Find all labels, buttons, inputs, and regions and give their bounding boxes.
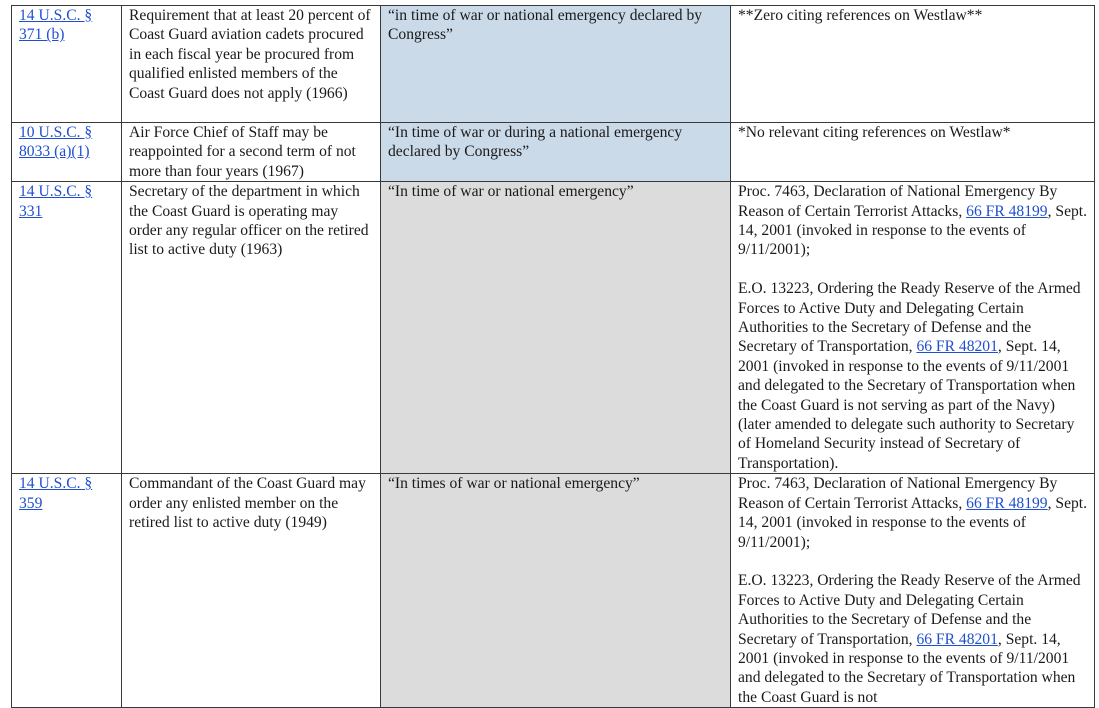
trigger-cell	[381, 6, 731, 123]
trigger-cell	[381, 123, 731, 182]
citation-cell	[12, 182, 122, 474]
federal-register-link[interactable]: 66 FR 48199	[966, 494, 1048, 512]
table-row	[12, 474, 1095, 708]
references-cell	[731, 123, 1095, 182]
references-note: *No relevant citing references on Westlaw*	[738, 124, 1011, 141]
reference-text: , Sept. 14, 2001 (invoked in response to the events of 9/11/2001 and delegated to the Secretary of Transportation when the Coast Guard is not serving as part of the Navy) (later amended to delegate such authority to Secretary of Homeland Security instead of Secretary of Transportation).	[738, 338, 1076, 472]
table-row	[12, 182, 1095, 474]
citation-link[interactable]: 14 U.S.C. § 331	[19, 183, 93, 220]
reference-text: , Sept. 14, 2001 (invoked in response to the events of 9/11/2001);	[738, 202, 1088, 259]
references-cell	[731, 474, 1095, 708]
references-cell	[731, 182, 1095, 474]
description-text: Air Force Chief of Staff may be reappointed for a second term of not more than four years (1967)	[129, 124, 356, 180]
citation-link[interactable]: 14 U.S.C. § 359	[19, 475, 93, 512]
table-row	[12, 6, 1095, 123]
trigger-text: “In time of war or national emergency”	[388, 183, 634, 201]
description-cell	[122, 182, 381, 474]
trigger-text: “In times of war or national emergency”	[388, 475, 640, 493]
trigger-cell	[381, 182, 731, 474]
trigger-cell	[381, 474, 731, 708]
reference-text: Proc. 7463, Declaration of National Emergency By Reason of Certain Terrorist Attacks,	[738, 183, 1058, 220]
reference-text: E.O. 13223, Ordering the Ready Reserve of the Armed Forces to Active Duty and Delegating Certain Authorities to the Secretary of Defense and the Secretary of Transportation,	[738, 280, 1081, 356]
references-cell	[731, 6, 1095, 123]
federal-register-link[interactable]: 66 FR 48201	[916, 338, 998, 356]
description-text: Requirement that at least 20 percent of Coast Guard aviation cadets procured in each fiscal year be procured from qualified enlisted members of the Coast Guard does not apply (1966)	[129, 7, 371, 102]
description-text: Commandant of the Coast Guard may order any enlisted member on the retired list to active duty (1949)	[129, 475, 366, 532]
citation-cell	[12, 474, 122, 708]
reference-paragraph	[738, 279, 1088, 473]
federal-register-link[interactable]: 66 FR 48201	[916, 630, 998, 648]
citation-link[interactable]: 10 U.S.C. § 8033 (a)(1)	[19, 124, 93, 161]
trigger-text: “In time of war or during a national emergency declared by Congress”	[388, 124, 683, 161]
description-cell	[122, 123, 381, 182]
citation-link[interactable]: 14 U.S.C. § 371 (b)	[19, 7, 93, 44]
description-text: Secretary of the department in which the Coast Guard is operating may order any regular officer on the retired list to active duty (1963)	[129, 183, 369, 259]
federal-register-link[interactable]: 66 FR 48199	[966, 202, 1048, 220]
reference-text: , Sept. 14, 2001 (invoked in response to the events of 9/11/2001);	[738, 494, 1088, 551]
references-note: **Zero citing references on Westlaw**	[738, 7, 983, 24]
citation-cell	[12, 6, 122, 123]
table-row	[12, 123, 1095, 182]
citation-cell	[12, 123, 122, 182]
description-cell	[122, 6, 381, 123]
reference-paragraph	[738, 571, 1088, 707]
reference-paragraph	[738, 474, 1088, 552]
trigger-text: “in time of war or national emergency declared by Congress”	[388, 7, 703, 44]
reference-paragraph	[738, 182, 1088, 260]
reference-text: , Sept. 14, 2001 (invoked in response to the events of 9/11/2001 and delegated to the Secretary of Transportation when the Coast Guard is not	[738, 630, 1076, 706]
statutes-table	[11, 5, 1095, 708]
description-cell	[122, 474, 381, 708]
reference-text: Proc. 7463, Declaration of National Emergency By Reason of Certain Terrorist Attacks,	[738, 475, 1058, 512]
reference-text: E.O. 13223, Ordering the Ready Reserve of the Armed Forces to Active Duty and Delegating Certain Authorities to the Secretary of Defense and the Secretary of Transportation,	[738, 572, 1081, 648]
